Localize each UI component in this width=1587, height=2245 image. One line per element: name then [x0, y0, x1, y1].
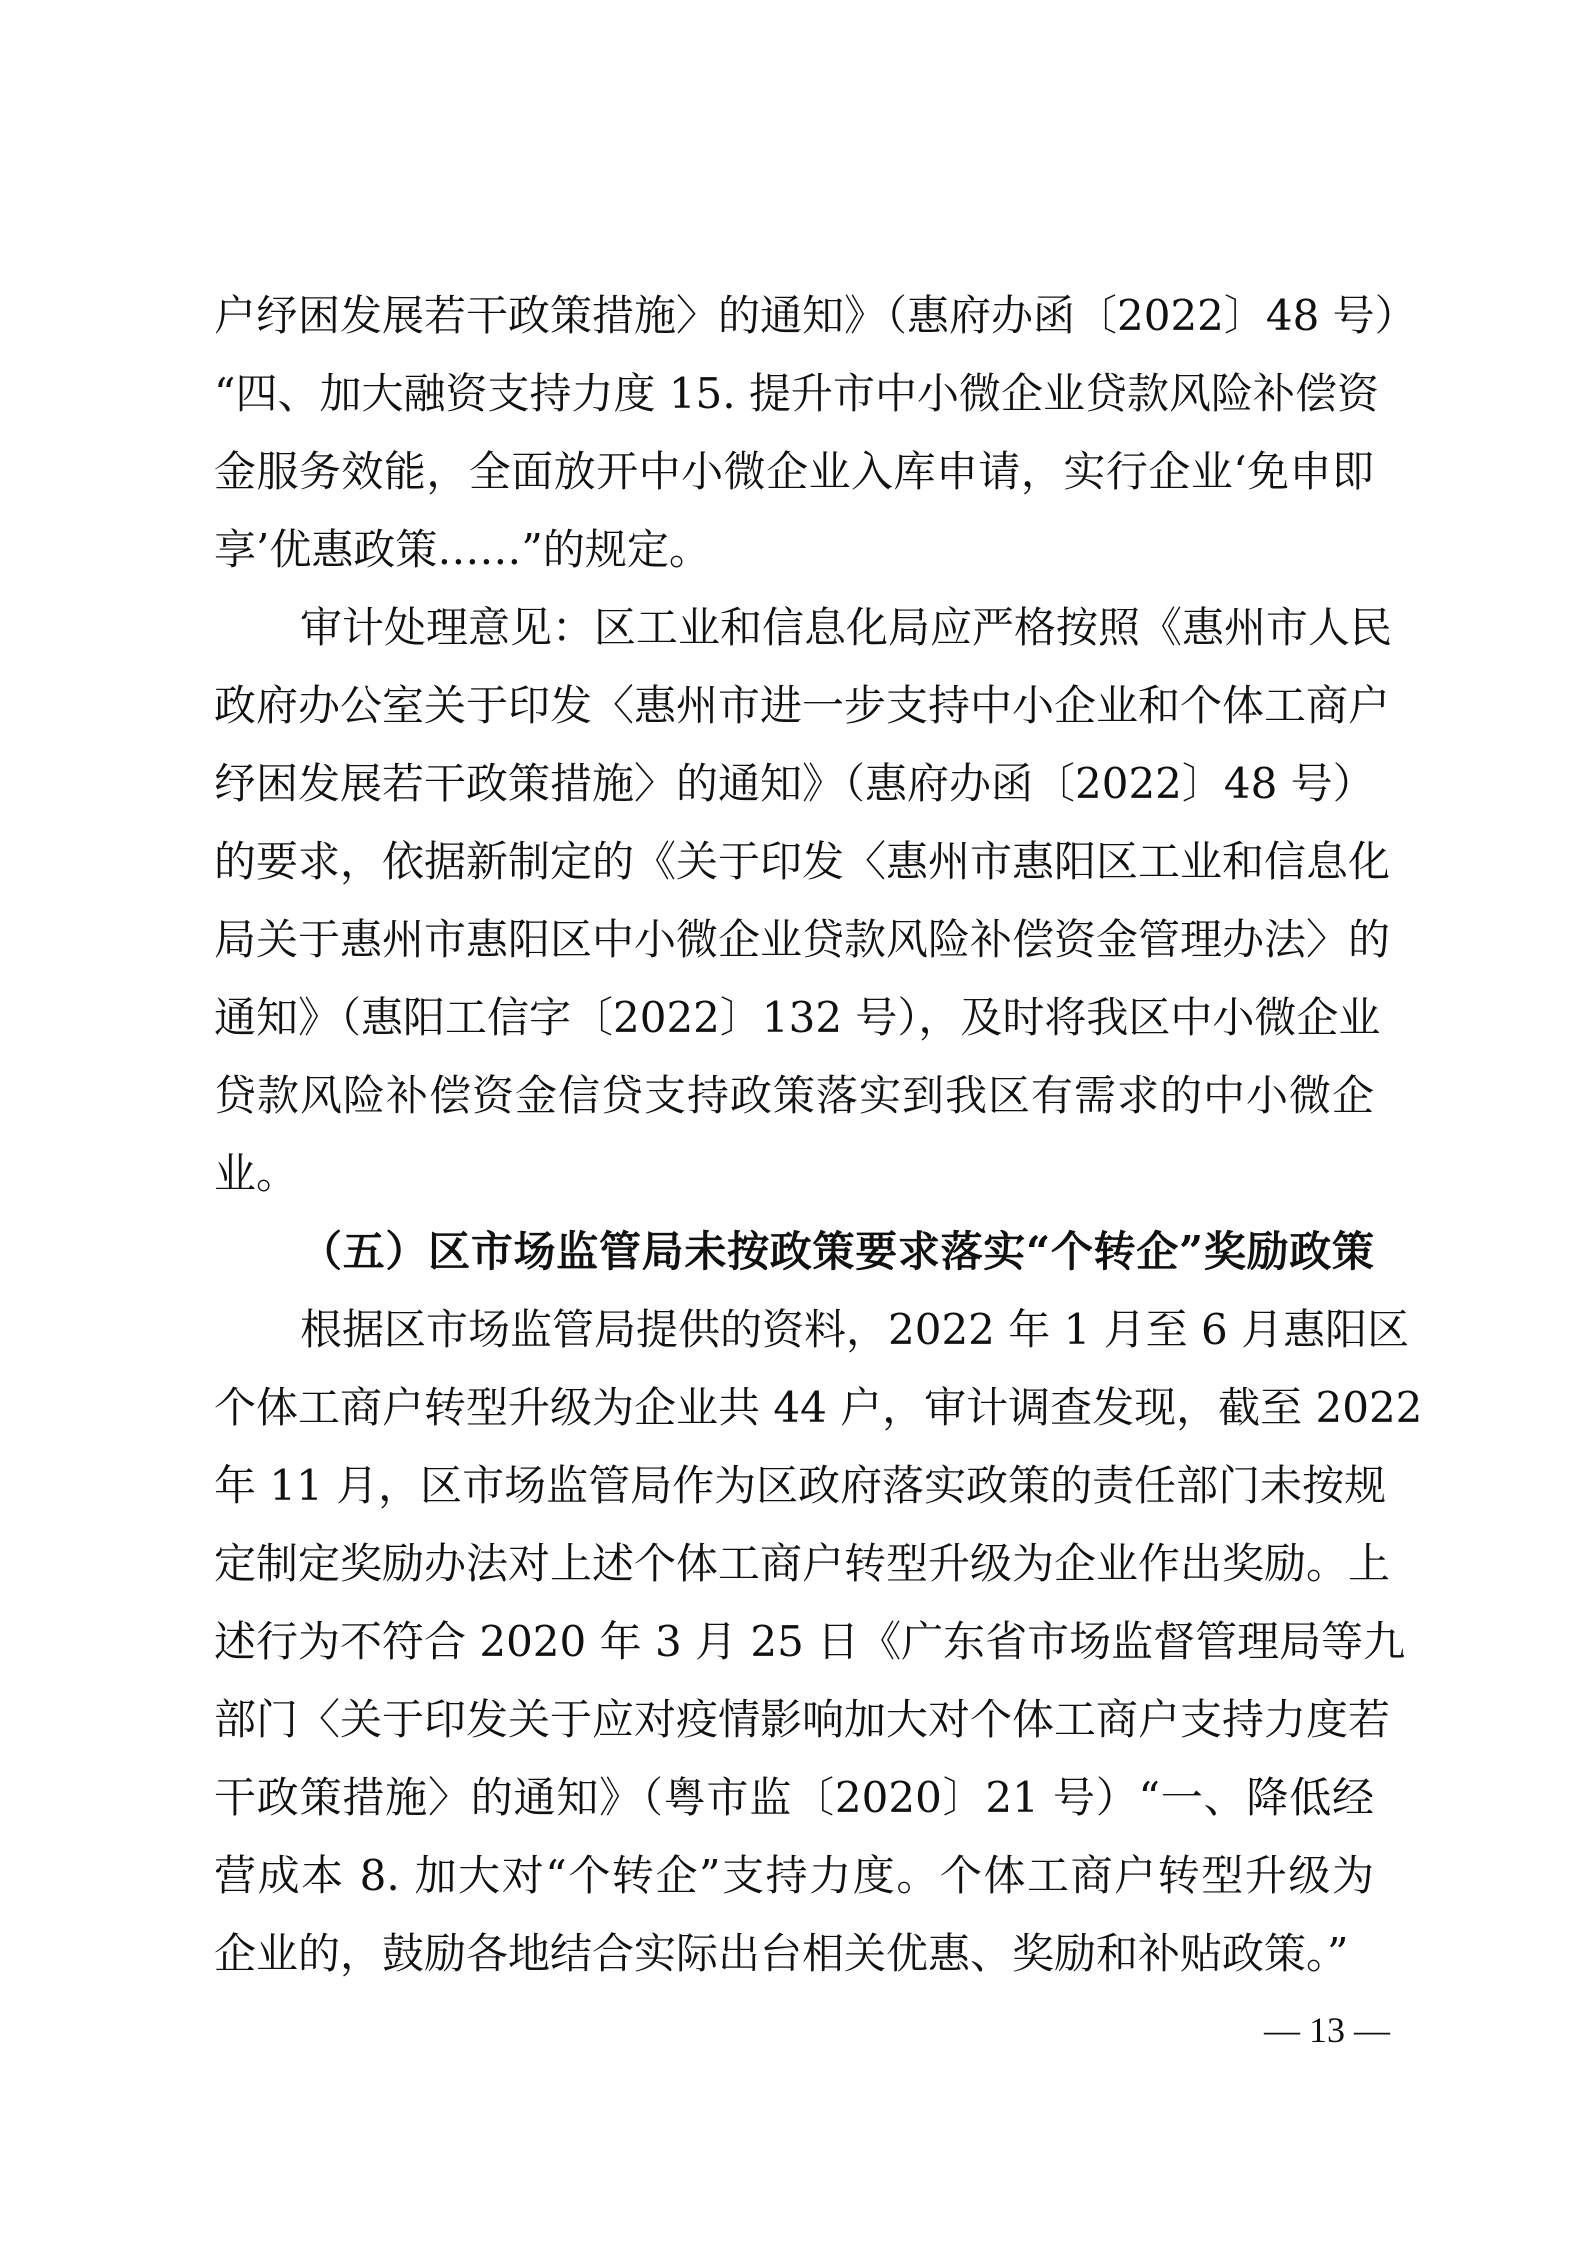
paragraph-line: 审计处理意见：区工业和信息化局应严格按照《惠州市人民 — [300, 603, 1393, 652]
paragraph-line: 局关于惠州市惠阳区中小微企业贷款风险补偿资金管理办法〉的 — [214, 915, 1391, 964]
paragraph-line: 营成本 8. 加大对“个转企”支持力度。个体工商户转型升级为 — [214, 1851, 1374, 1900]
paragraph-line: 根据区市场监管局提供的资料，2022 年 1 月至 6 月惠阳区 — [300, 1305, 1410, 1354]
paragraph-line: 述行为不符合 2020 年 3 月 25 日《广东省市场监督管理局等九 — [214, 1617, 1406, 1666]
paragraph-line: 政府办公室关于印发〈惠州市进一步支持中小企业和个体工商户 — [214, 681, 1391, 730]
paragraph-line: 户纾困发展若干政策措施〉的通知》（惠府办函〔2022〕48 号） — [214, 291, 1417, 340]
paragraph-line: 金服务效能，全面放开中小微企业入库申请，实行企业‘免申即 — [214, 447, 1374, 496]
paragraph-line: 企业的，鼓励各地结合实际出台相关优惠、奖励和补贴政策。” — [214, 1929, 1349, 1978]
section-heading: （五）区市场监管局未按政策要求落实“个转企”奖励政策 — [300, 1227, 1374, 1276]
paragraph-line: 干政策措施〉的通知》（粤市监〔2020〕21 号）“一、降低经 — [214, 1773, 1374, 1822]
paragraph-line: 部门〈关于印发关于应对疫情影响加大对个体工商户支持力度若 — [214, 1695, 1391, 1744]
paragraph-line: “四、加大融资支持力度 15. 提升市中小微企业贷款风险补偿资 — [214, 369, 1379, 418]
paragraph-line: 定制定奖励办法对上述个体工商户转型升级为企业作出奖励。上 — [214, 1539, 1391, 1588]
paragraph-line: 贷款风险补偿资金信贷支持政策落实到我区有需求的中小微企 — [214, 1071, 1374, 1120]
paragraph-line: 享’优惠政策……”的规定。 — [214, 525, 711, 574]
paragraph-line: 业。 — [214, 1149, 299, 1198]
paragraph-line: 的要求，依据新制定的《关于印发〈惠州市惠阳区工业和信息化 — [214, 837, 1391, 886]
paragraph-line: 通知》（惠阳工信字〔2022〕132 号），及时将我区中小微企业 — [214, 993, 1381, 1042]
page-number: — 13 — — [1264, 2010, 1390, 2050]
paragraph-line: 纾困发展若干政策措施〉的通知》（惠府办函〔2022〕48 号） — [214, 759, 1375, 808]
paragraph-line: 个体工商户转型升级为企业共 44 户，审计调查发现，截至 2022 — [214, 1383, 1423, 1432]
paragraph-line: 年 11 月，区市场监管局作为区政府落实政策的责任部门未按规 — [214, 1461, 1387, 1510]
